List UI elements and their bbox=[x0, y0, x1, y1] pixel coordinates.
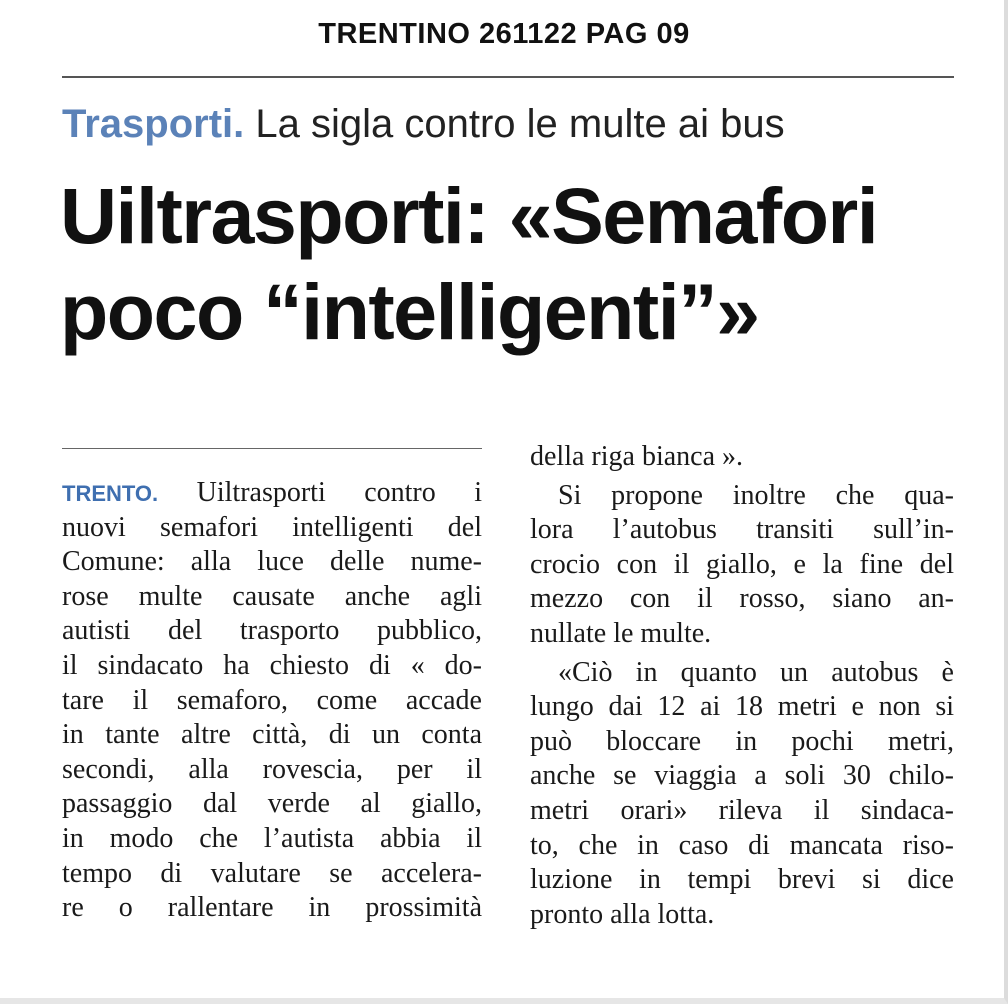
text-line: secondi, alla rovescia, per il bbox=[62, 753, 482, 785]
text-line: lora l’autobus transiti sull’in- bbox=[530, 514, 954, 546]
text-line: in tante altre città, di un conta bbox=[62, 719, 482, 751]
headline-line-2: poco “intelligenti”» bbox=[60, 267, 759, 356]
text-fragment: Uiltrasporti contro i bbox=[158, 477, 482, 508]
headline-line-1: Uiltrasporti: «Semafori bbox=[60, 171, 878, 260]
kicker bbox=[62, 102, 785, 147]
text-line: metri orari» rileva il sindaca- bbox=[530, 794, 954, 826]
header-divider bbox=[62, 76, 954, 78]
text-line bbox=[62, 476, 482, 511]
text-line: può bloccare in pochi metri, bbox=[530, 725, 954, 757]
text-line: rose multe causate anche agli bbox=[62, 580, 482, 612]
text-line: re o rallentare in prossimità bbox=[62, 892, 482, 924]
text-line: autisti del trasporto pubblico, bbox=[62, 615, 482, 647]
section-label: Trasporti. bbox=[62, 102, 245, 146]
kicker-subtitle: La sigla contro le multe ai bus bbox=[255, 102, 785, 146]
text-line: nuovi semafori intelligenti del bbox=[62, 511, 482, 543]
text-line: mezzo con il rosso, siano an- bbox=[530, 583, 954, 615]
article-column-left bbox=[62, 476, 482, 926]
text-line: nullate le multe. bbox=[530, 617, 712, 649]
headline bbox=[60, 168, 960, 360]
column-divider bbox=[62, 448, 482, 449]
page-header: TRENTINO 261122 PAG 09 bbox=[318, 18, 690, 50]
text-line: lungo dai 12 ai 18 metri e non si bbox=[530, 691, 954, 723]
text-line: luzione in tempi brevi si dice bbox=[530, 864, 954, 896]
text-line: anche se viaggia a soli 30 chilo- bbox=[530, 760, 954, 792]
text-line: tempo di valutare se accelera- bbox=[62, 857, 482, 889]
text-line: tare il semaforo, come accade bbox=[62, 684, 482, 716]
text-line: della riga bianca ». bbox=[530, 441, 744, 472]
text-line: crocio con il giallo, e la fine del bbox=[530, 548, 954, 580]
text-line: passaggio dal verde al giallo, bbox=[62, 788, 482, 820]
text-line: in modo che l’autista abbia il bbox=[62, 822, 482, 854]
text-line: il sindacato ha chiesto di « do- bbox=[62, 649, 482, 681]
text-line: to, che in caso di mancata riso- bbox=[530, 829, 954, 861]
text-line: Comune: alla luce delle nume- bbox=[62, 546, 482, 578]
text-line: «Ciò in quanto un autobus è bbox=[558, 656, 954, 688]
dateline: TRENTO. bbox=[62, 481, 159, 506]
article-column-right bbox=[530, 440, 954, 932]
text-line: Si propone inoltre che qua- bbox=[558, 479, 954, 511]
text-line: pronto alla lotta. bbox=[530, 898, 715, 930]
